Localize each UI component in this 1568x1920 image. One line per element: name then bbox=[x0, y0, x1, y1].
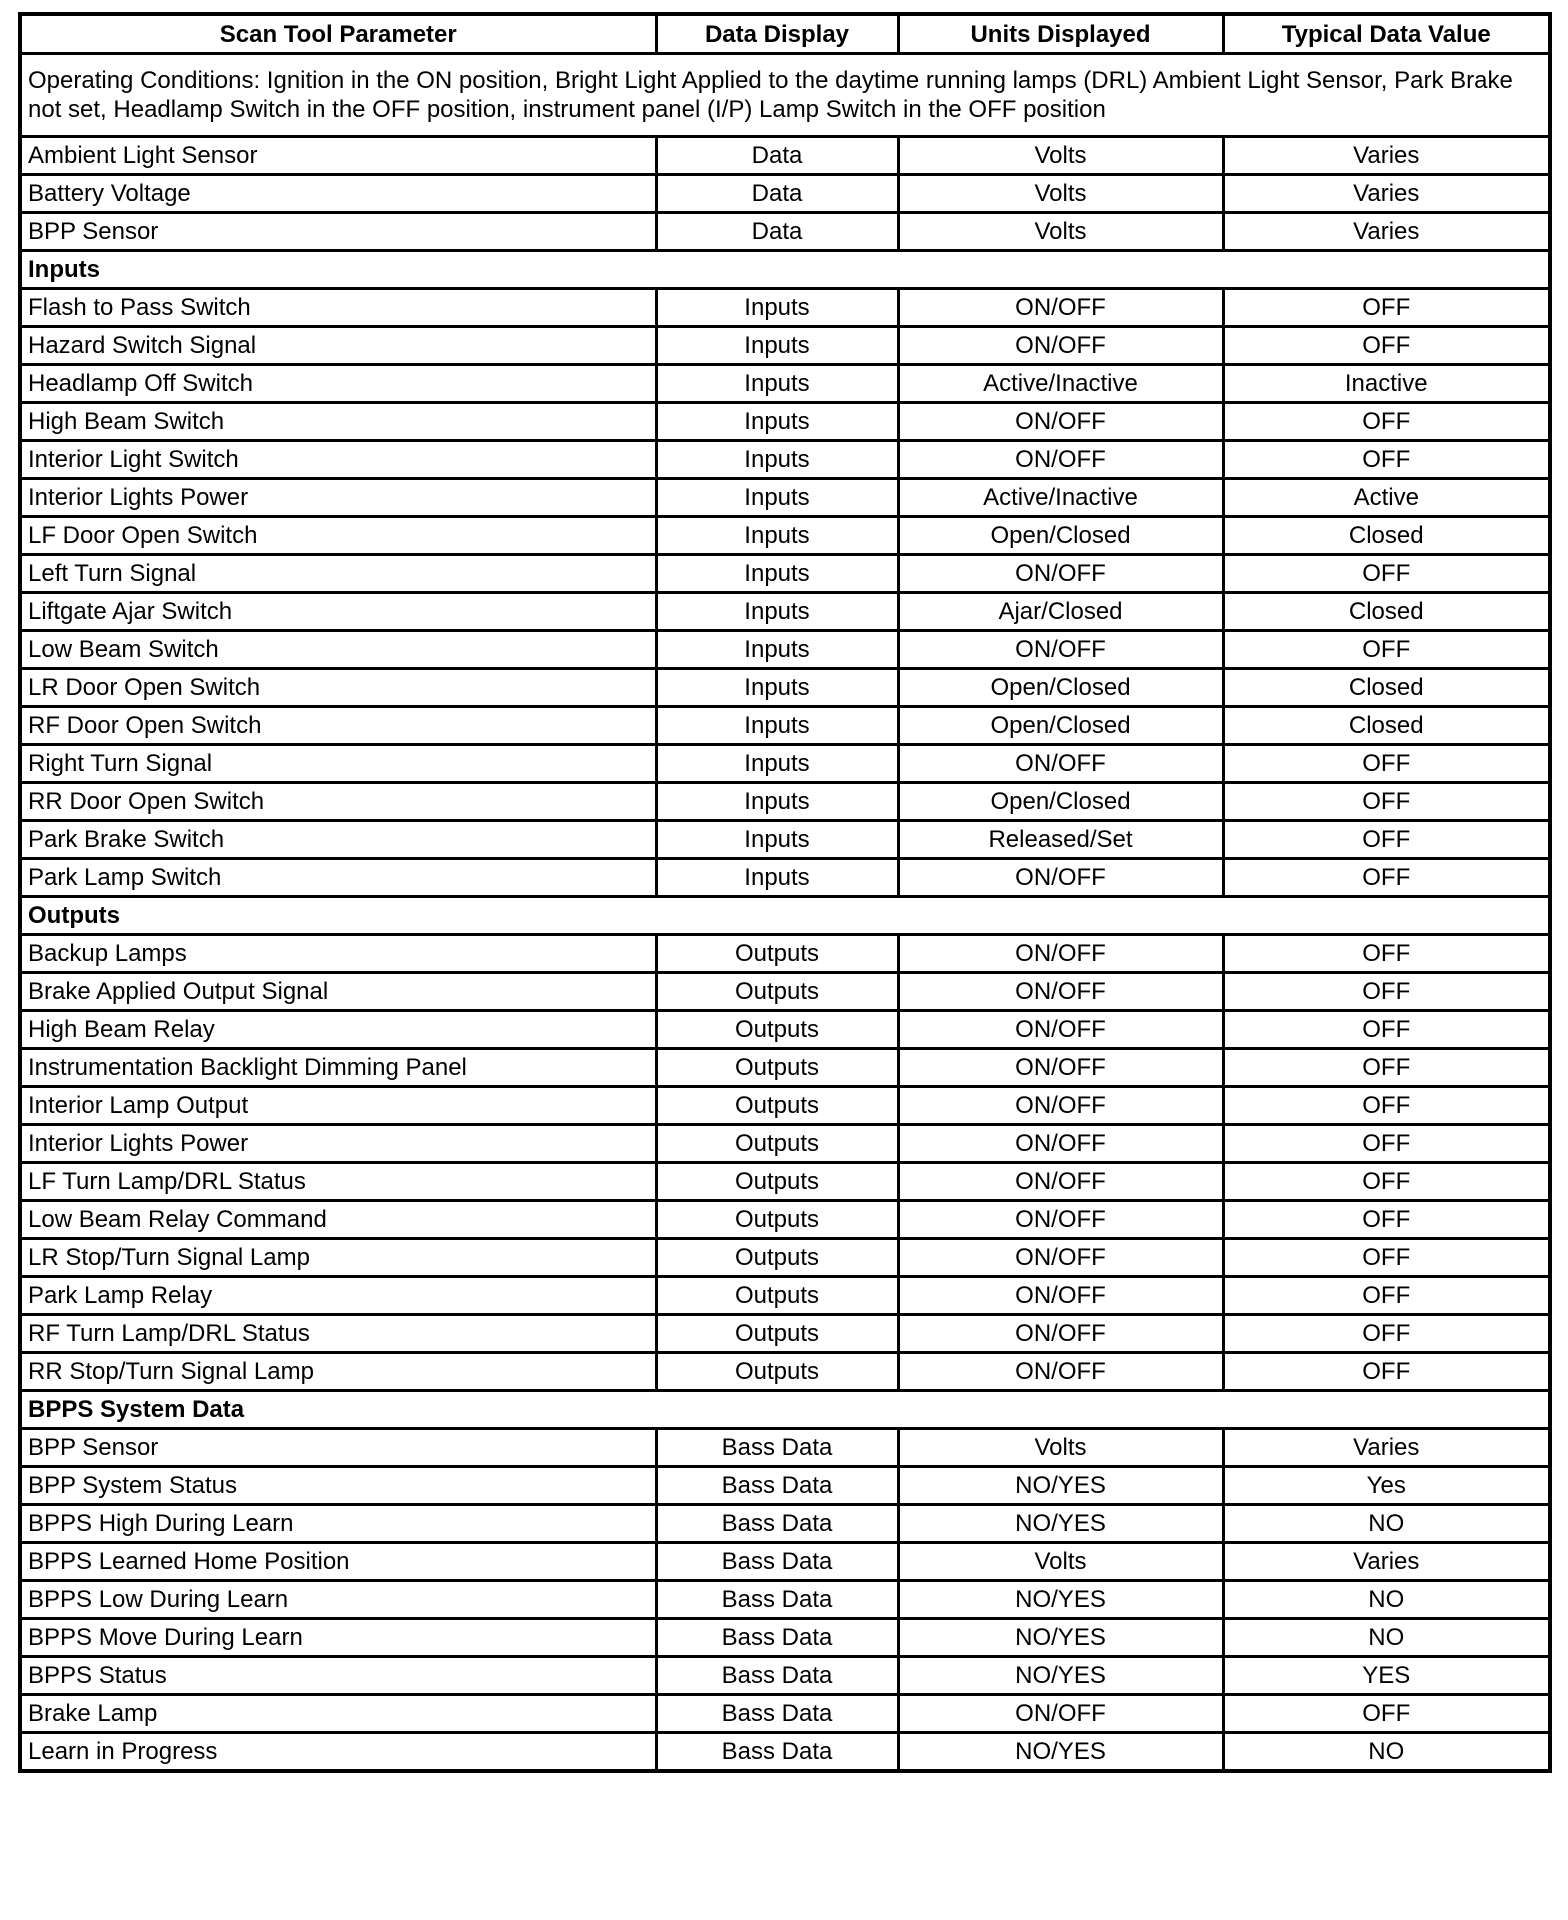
units-cell: NO/YES bbox=[898, 1467, 1223, 1505]
units-cell: ON/OFF bbox=[898, 631, 1223, 669]
table-row bbox=[20, 479, 1550, 517]
parameter-cell: Learn in Progress bbox=[20, 1733, 656, 1772]
typical-value-cell: OFF bbox=[1223, 1011, 1550, 1049]
table-row bbox=[20, 1201, 1550, 1239]
table-row bbox=[20, 669, 1550, 707]
data-display-cell: Bass Data bbox=[656, 1467, 898, 1505]
units-cell: ON/OFF bbox=[898, 441, 1223, 479]
units-cell: Volts bbox=[898, 1429, 1223, 1467]
typical-value-cell: OFF bbox=[1223, 1125, 1550, 1163]
data-display-cell: Inputs bbox=[656, 555, 898, 593]
table-row bbox=[20, 783, 1550, 821]
units-cell: ON/OFF bbox=[898, 1011, 1223, 1049]
parameter-cell: RR Door Open Switch bbox=[20, 783, 656, 821]
units-cell: Ajar/Closed bbox=[898, 593, 1223, 631]
data-display-cell: Outputs bbox=[656, 935, 898, 973]
units-cell: NO/YES bbox=[898, 1581, 1223, 1619]
parameter-cell: BPPS Status bbox=[20, 1657, 656, 1695]
data-display-cell: Bass Data bbox=[656, 1657, 898, 1695]
typical-value-cell: Closed bbox=[1223, 593, 1550, 631]
typical-value-cell: OFF bbox=[1223, 1201, 1550, 1239]
section-header-row bbox=[20, 1391, 1550, 1429]
units-cell: ON/OFF bbox=[898, 403, 1223, 441]
operating-conditions-text: Operating Conditions: Ignition in the ON position, Bright Light Applied to the daytime running lamps (DRL) Ambient Light Sensor, Park Brake not set, Headlamp Switch in the OFF position, instrument panel (I/P) Lamp Switch in the OFF position bbox=[20, 54, 1550, 137]
parameter-cell: Left Turn Signal bbox=[20, 555, 656, 593]
typical-value-cell: NO bbox=[1223, 1505, 1550, 1543]
data-display-cell: Outputs bbox=[656, 973, 898, 1011]
data-display-cell: Bass Data bbox=[656, 1543, 898, 1581]
units-cell: ON/OFF bbox=[898, 745, 1223, 783]
data-display-cell: Inputs bbox=[656, 479, 898, 517]
table-row bbox=[20, 593, 1550, 631]
table-row bbox=[20, 1353, 1550, 1391]
typical-value-cell: Active bbox=[1223, 479, 1550, 517]
parameter-cell: LR Door Open Switch bbox=[20, 669, 656, 707]
table-row bbox=[20, 403, 1550, 441]
units-cell: Open/Closed bbox=[898, 669, 1223, 707]
data-display-cell: Outputs bbox=[656, 1011, 898, 1049]
data-display-cell: Bass Data bbox=[656, 1695, 898, 1733]
typical-value-cell: OFF bbox=[1223, 1239, 1550, 1277]
parameter-cell: Interior Lights Power bbox=[20, 1125, 656, 1163]
typical-value-cell: OFF bbox=[1223, 1353, 1550, 1391]
parameter-cell: Interior Light Switch bbox=[20, 441, 656, 479]
units-cell: Released/Set bbox=[898, 821, 1223, 859]
units-cell: Active/Inactive bbox=[898, 479, 1223, 517]
units-cell: Volts bbox=[898, 1543, 1223, 1581]
parameter-cell: Interior Lights Power bbox=[20, 479, 656, 517]
typical-value-cell: OFF bbox=[1223, 327, 1550, 365]
data-display-cell: Bass Data bbox=[656, 1619, 898, 1657]
data-display-cell: Bass Data bbox=[656, 1733, 898, 1772]
units-cell: ON/OFF bbox=[898, 935, 1223, 973]
data-display-cell: Inputs bbox=[656, 289, 898, 327]
data-display-cell: Inputs bbox=[656, 593, 898, 631]
typical-value-cell: OFF bbox=[1223, 973, 1550, 1011]
parameter-cell: BPPS Low During Learn bbox=[20, 1581, 656, 1619]
data-display-cell: Inputs bbox=[656, 707, 898, 745]
section-title: BPPS System Data bbox=[20, 1391, 1550, 1429]
units-cell: Volts bbox=[898, 137, 1223, 175]
section-header-row bbox=[20, 897, 1550, 935]
parameter-cell: Low Beam Switch bbox=[20, 631, 656, 669]
parameter-cell: RF Turn Lamp/DRL Status bbox=[20, 1315, 656, 1353]
table-row bbox=[20, 973, 1550, 1011]
data-display-cell: Inputs bbox=[656, 669, 898, 707]
table-row bbox=[20, 1163, 1550, 1201]
units-cell: Active/Inactive bbox=[898, 365, 1223, 403]
scan-tool-data-table bbox=[18, 12, 1552, 1773]
typical-value-cell: OFF bbox=[1223, 935, 1550, 973]
parameter-cell: Battery Voltage bbox=[20, 175, 656, 213]
data-display-cell: Outputs bbox=[656, 1163, 898, 1201]
typical-value-cell: OFF bbox=[1223, 1049, 1550, 1087]
typical-value-cell: OFF bbox=[1223, 631, 1550, 669]
typical-value-cell: OFF bbox=[1223, 745, 1550, 783]
data-display-cell: Bass Data bbox=[656, 1505, 898, 1543]
typical-value-cell: OFF bbox=[1223, 441, 1550, 479]
table-row bbox=[20, 1657, 1550, 1695]
table-row bbox=[20, 1125, 1550, 1163]
data-display-cell: Bass Data bbox=[656, 1429, 898, 1467]
units-cell: ON/OFF bbox=[898, 1239, 1223, 1277]
table-row bbox=[20, 1581, 1550, 1619]
data-display-cell: Inputs bbox=[656, 783, 898, 821]
table-row bbox=[20, 365, 1550, 403]
units-cell: ON/OFF bbox=[898, 1125, 1223, 1163]
table-row bbox=[20, 821, 1550, 859]
table-row bbox=[20, 1619, 1550, 1657]
table-row bbox=[20, 935, 1550, 973]
header-scan-tool-parameter: Scan Tool Parameter bbox=[20, 14, 656, 54]
operating-conditions-row bbox=[20, 54, 1550, 137]
data-display-cell: Inputs bbox=[656, 441, 898, 479]
typical-value-cell: Closed bbox=[1223, 669, 1550, 707]
units-cell: Open/Closed bbox=[898, 517, 1223, 555]
units-cell: ON/OFF bbox=[898, 1087, 1223, 1125]
header-data-display: Data Display bbox=[656, 14, 898, 54]
units-cell: ON/OFF bbox=[898, 859, 1223, 897]
data-display-cell: Outputs bbox=[656, 1049, 898, 1087]
table-row bbox=[20, 745, 1550, 783]
header-typical-data-value: Typical Data Value bbox=[1223, 14, 1550, 54]
units-cell: Volts bbox=[898, 213, 1223, 251]
parameter-cell: High Beam Switch bbox=[20, 403, 656, 441]
table-row bbox=[20, 707, 1550, 745]
data-display-cell: Inputs bbox=[656, 365, 898, 403]
data-display-cell: Data bbox=[656, 213, 898, 251]
data-display-cell: Outputs bbox=[656, 1353, 898, 1391]
units-cell: ON/OFF bbox=[898, 555, 1223, 593]
typical-value-cell: OFF bbox=[1223, 821, 1550, 859]
table-row bbox=[20, 1011, 1550, 1049]
table-row bbox=[20, 289, 1550, 327]
parameter-cell: Park Brake Switch bbox=[20, 821, 656, 859]
data-display-cell: Outputs bbox=[656, 1087, 898, 1125]
units-cell: NO/YES bbox=[898, 1619, 1223, 1657]
units-cell: ON/OFF bbox=[898, 1315, 1223, 1353]
data-display-cell: Inputs bbox=[656, 821, 898, 859]
section-title: Inputs bbox=[20, 251, 1550, 289]
units-cell: ON/OFF bbox=[898, 1353, 1223, 1391]
parameter-cell: BPPS Learned Home Position bbox=[20, 1543, 656, 1581]
parameter-cell: LF Turn Lamp/DRL Status bbox=[20, 1163, 656, 1201]
parameter-cell: Hazard Switch Signal bbox=[20, 327, 656, 365]
table-row bbox=[20, 1049, 1550, 1087]
parameter-cell: RF Door Open Switch bbox=[20, 707, 656, 745]
table-row bbox=[20, 327, 1550, 365]
parameter-cell: BPP Sensor bbox=[20, 1429, 656, 1467]
parameter-cell: RR Stop/Turn Signal Lamp bbox=[20, 1353, 656, 1391]
typical-value-cell: OFF bbox=[1223, 859, 1550, 897]
data-display-cell: Inputs bbox=[656, 745, 898, 783]
table-row bbox=[20, 555, 1550, 593]
parameter-cell: Interior Lamp Output bbox=[20, 1087, 656, 1125]
units-cell: Open/Closed bbox=[898, 783, 1223, 821]
typical-value-cell: OFF bbox=[1223, 555, 1550, 593]
typical-value-cell: NO bbox=[1223, 1733, 1550, 1772]
data-display-cell: Outputs bbox=[656, 1315, 898, 1353]
table-row bbox=[20, 517, 1550, 555]
units-cell: ON/OFF bbox=[898, 1695, 1223, 1733]
data-display-cell: Data bbox=[656, 137, 898, 175]
typical-value-cell: YES bbox=[1223, 1657, 1550, 1695]
parameter-cell: Flash to Pass Switch bbox=[20, 289, 656, 327]
units-cell: ON/OFF bbox=[898, 1049, 1223, 1087]
parameter-cell: Backup Lamps bbox=[20, 935, 656, 973]
typical-value-cell: Closed bbox=[1223, 707, 1550, 745]
typical-value-cell: Varies bbox=[1223, 137, 1550, 175]
parameter-cell: Headlamp Off Switch bbox=[20, 365, 656, 403]
typical-value-cell: OFF bbox=[1223, 289, 1550, 327]
data-display-cell: Inputs bbox=[656, 631, 898, 669]
parameter-cell: Ambient Light Sensor bbox=[20, 137, 656, 175]
typical-value-cell: OFF bbox=[1223, 403, 1550, 441]
units-cell: NO/YES bbox=[898, 1657, 1223, 1695]
parameter-cell: Instrumentation Backlight Dimming Panel bbox=[20, 1049, 656, 1087]
units-cell: ON/OFF bbox=[898, 1277, 1223, 1315]
section-header-row bbox=[20, 251, 1550, 289]
typical-value-cell: Varies bbox=[1223, 175, 1550, 213]
parameter-cell: BPPS High During Learn bbox=[20, 1505, 656, 1543]
typical-value-cell: Varies bbox=[1223, 1543, 1550, 1581]
table-row bbox=[20, 1239, 1550, 1277]
units-cell: ON/OFF bbox=[898, 1163, 1223, 1201]
units-cell: ON/OFF bbox=[898, 1201, 1223, 1239]
units-cell: Volts bbox=[898, 175, 1223, 213]
parameter-cell: Park Lamp Relay bbox=[20, 1277, 656, 1315]
table-row bbox=[20, 1543, 1550, 1581]
units-cell: ON/OFF bbox=[898, 327, 1223, 365]
data-display-cell: Inputs bbox=[656, 403, 898, 441]
typical-value-cell: OFF bbox=[1223, 1695, 1550, 1733]
data-display-cell: Inputs bbox=[656, 327, 898, 365]
data-display-cell: Bass Data bbox=[656, 1581, 898, 1619]
data-display-cell: Outputs bbox=[656, 1201, 898, 1239]
data-display-cell: Outputs bbox=[656, 1239, 898, 1277]
parameter-cell: Liftgate Ajar Switch bbox=[20, 593, 656, 631]
typical-value-cell: Yes bbox=[1223, 1467, 1550, 1505]
typical-value-cell: Varies bbox=[1223, 213, 1550, 251]
data-display-cell: Data bbox=[656, 175, 898, 213]
parameter-cell: LF Door Open Switch bbox=[20, 517, 656, 555]
parameter-cell: Brake Applied Output Signal bbox=[20, 973, 656, 1011]
parameter-cell: Park Lamp Switch bbox=[20, 859, 656, 897]
parameter-cell: Right Turn Signal bbox=[20, 745, 656, 783]
typical-value-cell: OFF bbox=[1223, 1163, 1550, 1201]
table-row bbox=[20, 859, 1550, 897]
typical-value-cell: OFF bbox=[1223, 1277, 1550, 1315]
table-row bbox=[20, 441, 1550, 479]
data-display-cell: Outputs bbox=[656, 1277, 898, 1315]
units-cell: NO/YES bbox=[898, 1505, 1223, 1543]
table-row bbox=[20, 1467, 1550, 1505]
typical-value-cell: Inactive bbox=[1223, 365, 1550, 403]
table-row bbox=[20, 1087, 1550, 1125]
table-row bbox=[20, 1505, 1550, 1543]
parameter-cell: Brake Lamp bbox=[20, 1695, 656, 1733]
parameter-cell: High Beam Relay bbox=[20, 1011, 656, 1049]
units-cell: ON/OFF bbox=[898, 973, 1223, 1011]
table-row bbox=[20, 1315, 1550, 1353]
table-row bbox=[20, 1695, 1550, 1733]
typical-value-cell: Closed bbox=[1223, 517, 1550, 555]
parameter-cell: BPP System Status bbox=[20, 1467, 656, 1505]
typical-value-cell: NO bbox=[1223, 1581, 1550, 1619]
parameter-cell: Low Beam Relay Command bbox=[20, 1201, 656, 1239]
section-title: Outputs bbox=[20, 897, 1550, 935]
data-display-cell: Inputs bbox=[656, 859, 898, 897]
header-row bbox=[20, 14, 1550, 54]
table-row bbox=[20, 1429, 1550, 1467]
units-cell: NO/YES bbox=[898, 1733, 1223, 1772]
data-display-cell: Outputs bbox=[656, 1125, 898, 1163]
parameter-cell: BPPS Move During Learn bbox=[20, 1619, 656, 1657]
table-row bbox=[20, 213, 1550, 251]
typical-value-cell: OFF bbox=[1223, 1087, 1550, 1125]
table-row bbox=[20, 1733, 1550, 1772]
header-units-displayed: Units Displayed bbox=[898, 14, 1223, 54]
typical-value-cell: OFF bbox=[1223, 1315, 1550, 1353]
units-cell: ON/OFF bbox=[898, 289, 1223, 327]
parameter-cell: LR Stop/Turn Signal Lamp bbox=[20, 1239, 656, 1277]
units-cell: Open/Closed bbox=[898, 707, 1223, 745]
table-row bbox=[20, 175, 1550, 213]
data-display-cell: Inputs bbox=[656, 517, 898, 555]
typical-value-cell: Varies bbox=[1223, 1429, 1550, 1467]
typical-value-cell: OFF bbox=[1223, 783, 1550, 821]
table-row bbox=[20, 137, 1550, 175]
table-row bbox=[20, 1277, 1550, 1315]
parameter-cell: BPP Sensor bbox=[20, 213, 656, 251]
typical-value-cell: NO bbox=[1223, 1619, 1550, 1657]
table-row bbox=[20, 631, 1550, 669]
